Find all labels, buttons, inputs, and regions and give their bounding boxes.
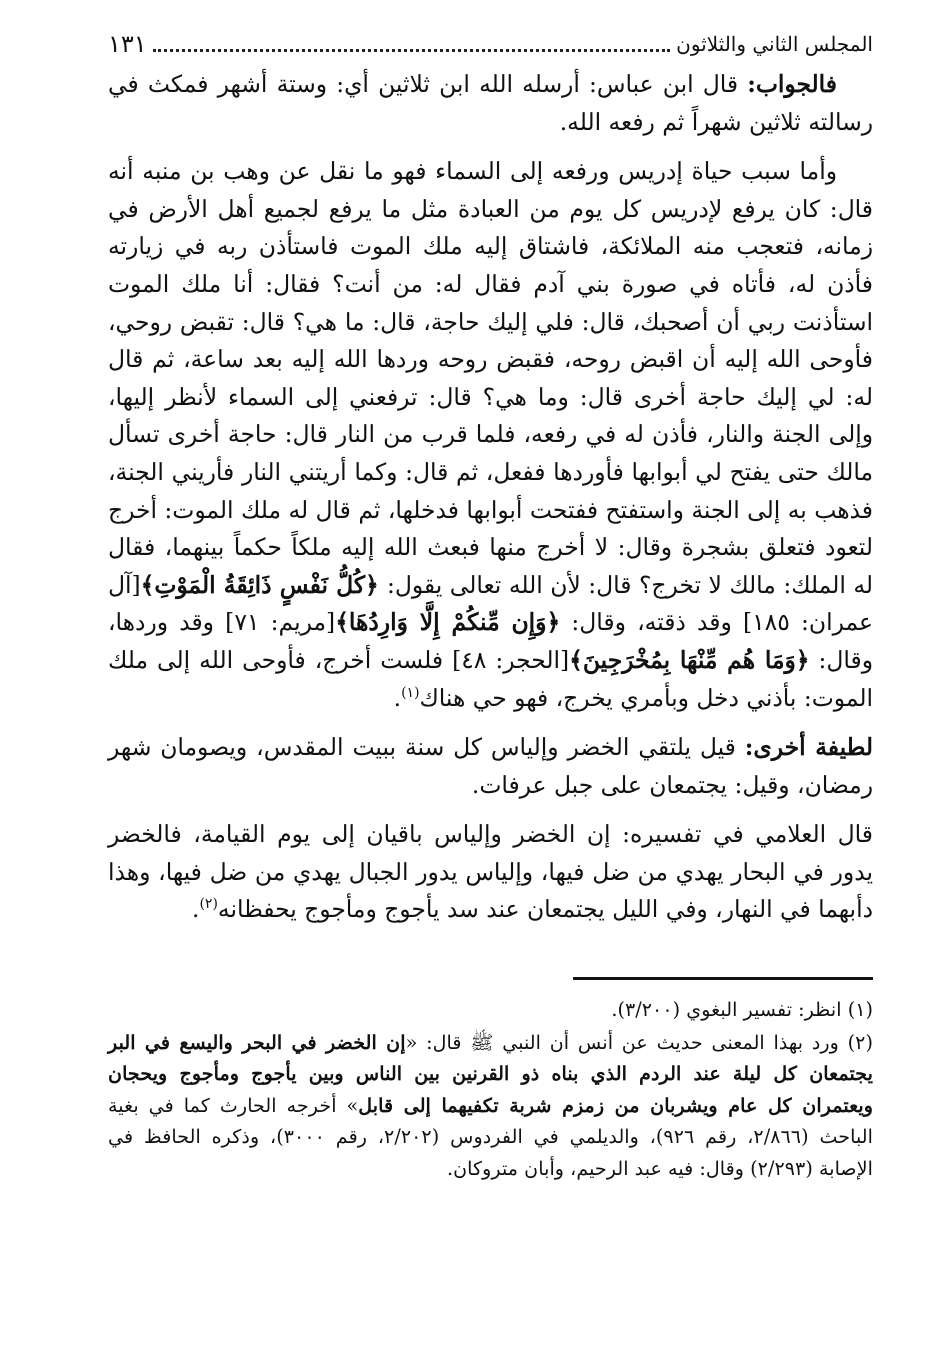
footnotes [108,994,873,1184]
answer-label: فالجواب: [747,70,837,98]
footnote-separator [573,977,873,980]
footnote-ref-1[interactable]: (١) [401,684,420,701]
footnote-1: (١) انظر: تفسير البغوي (٣/٢٠٠). [611,998,873,1022]
alaimi-end: . [192,895,200,924]
another-note-label: لطيفة أخرى: [744,733,873,762]
main-text [108,66,873,929]
footnote-2-source: » أخرجه الحارث كما في بغية الباحث (٢/٨٦٦، رقم ٩٢٦)، والديلمي في الفردوس (٢/٢٠٢، رقم ٣٠٠٠)، وذكره الحافظ في الإصابة (٢/٢٩٣) وقال: فيه عبد الرحيم، وأبان متروكان. [108,1093,873,1180]
idris-end: . [393,683,402,712]
idris-text: وأما سبب حياة إدريس ورفعه إلى السماء فهو ما نقل عن وهب بن منبه أنه قال: كان يرفع لإدريس كل يوم من العبادة مثل ما يرفع لجميع أهل الأرض في زمانه، فتعجب منه الملائكة، فاشتاق إليه ملك الموت فاستأذن ربه في زيارته فأذن له، فأتاه في صورة بني آدم فقال له: من أنت؟ فقال: أنا ملك الموت استأذنت ربي أن أصحبك، قال: فلي إليك حاجة، قال: ما هي؟ قال: تقبض روحي، فأوحى الله إليه أن اقبض روحه، فقبض روحه وردها الله إليه بعد ساعة، ثم قال له: لي إليك حاجة أخرى قال: وما هي؟ قال: ترفعني إلى السماء لأنظر إليها، وإلى الجنة والنار، فأذن له في رفعه، فلما قرب من النار قال: حاجة أخرى تسأل مالك حتى يفتح لي أبوابها فأوردها ففعل، ثم قال: وكما أريتني النار فأريني الجنة، فذهب به إلى الجنة واستفتح ففتحت أبوابها فدخلها، ثم قال له ملك الموت: أخرج لتعود فتعلق بشجرة وقال: لا أخرج منها فبعث الله إليه ملكاً حكماً بينهما، فقال له الملك: مالك لا تخرج؟ قال: لأن الله تعالى يقول: [108,157,873,599]
footnote-2 [108,1027,873,1185]
footnote-ref-2[interactable]: (٢) [199,896,218,913]
header-dotted-leader [153,49,670,52]
verse-ref-1: [آل عمران: ١٨٥] وقد ذقته، وقال: [108,570,873,637]
page-header [108,28,873,60]
another-note-text: قيل يلتقي الخضر وإلياس كل سنة ببيت المقدس، ويصومان شهر رمضان، وقيل: يجتمعان على جبل عرفات. [108,733,873,799]
paragraph-another-note [108,729,873,804]
footnote-2-hadith: إن الخضر في البحر واليسع في البر يجتمعان كل ليلة عند الردم الذي بناه ذو القرنين بين الناس وبين يأجوج ومأجوج ويحجان ويعتمران كل عام ويشربان من زمزم شربة تكفيهما إلى قابل [108,1030,873,1117]
book-page [108,28,873,1184]
quran-verse-3: ﴿وَمَا هُم مِّنْهَا بِمُخْرَجِينَ﴾ [569,645,810,674]
paragraph-idris [108,153,873,717]
quran-verse-1: ﴿كُلُّ نَفْسٍ ذَائِقَةُ الْمَوْتِ﴾ [140,570,387,599]
verse-ref-2: [مريم: ٧١] وقد وردها، وقال: [108,608,873,674]
chapter-title: المجلس الثاني والثلاثون [676,32,873,56]
footnote-2-intro: (٢) ورد بهذا المعنى حديث عن أنس أن النبي ﷺ قال: « [405,1030,873,1054]
quran-verse-2: ﴿وَإِن مِّنكُمْ إِلَّا وَارِدُهَا﴾ [335,608,561,637]
answer-text: قال ابن عباس: أرسله الله ابن ثلاثين أي: وستة أشهر فمكث في رسالته ثلاثين شهراً ثم رفعه الله. [108,70,873,136]
verse-ref-3: [الحجر: ٤٨] فلست أخرج، فأوحى الله إلى ملك الموت: بأذني دخل وبأمري يخرج، فهو حي هناك [108,645,873,712]
page-number: ١٣١ [108,30,147,58]
paragraph-answer [108,66,873,141]
paragraph-alaimi [108,816,873,929]
alaimi-text: قال العلامي في تفسيره: إن الخضر وإلياس باقيان إلى يوم القيامة، فالخضر يدور في البحار يهدي من ضل فيها، وإلياس يدور الجبال يهدي من ضل فيها، وهذا دأبهما في النهار، وفي الليل يجتمعان عند سد يأجوج ومأجوج يحفظانه [108,820,873,924]
